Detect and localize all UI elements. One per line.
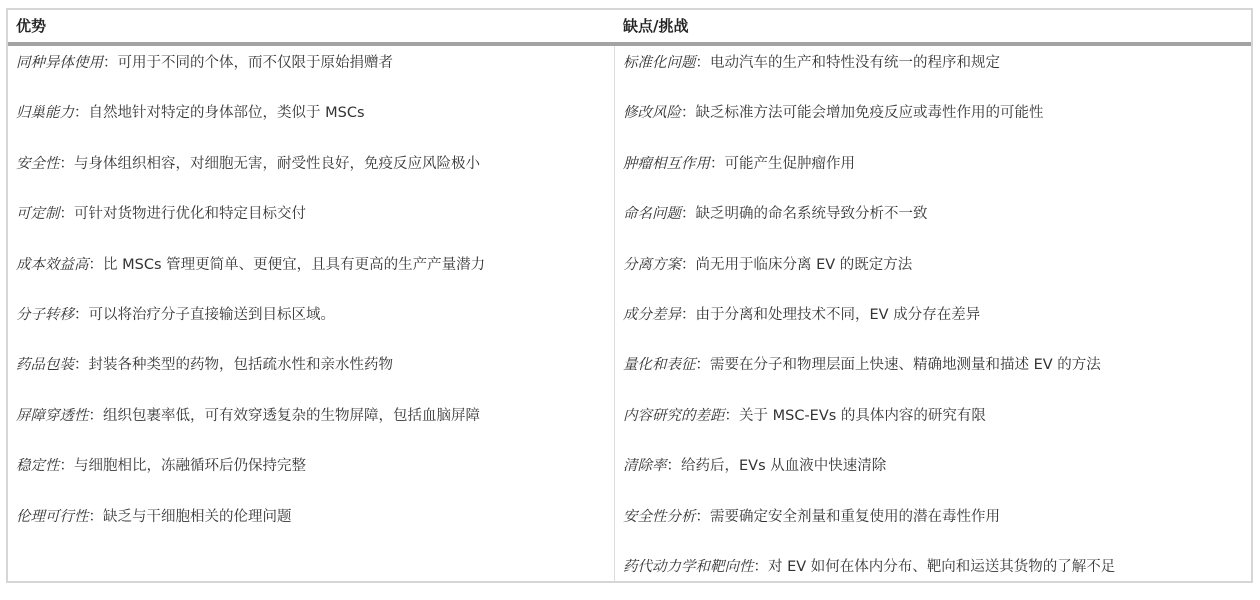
advantage-description: ：可以将治疗分子直接输送到目标区域。 xyxy=(74,306,335,323)
challenge-item xyxy=(615,449,1253,499)
challenge-description: ：缺乏标准方法可能会增加免疫反应或毒性作用的可能性 xyxy=(681,105,1044,122)
challenge-item xyxy=(615,197,1253,247)
advantage-description: ：与身体组织相容，对细胞无害，耐受性良好，免疫反应风险极小 xyxy=(59,155,480,172)
table-header xyxy=(8,10,1251,46)
challenge-term: 安全性分析 xyxy=(623,508,696,525)
challenge-term: 肿瘤相互作用 xyxy=(623,155,710,172)
challenge-term: 量化和表征 xyxy=(623,357,696,374)
advantage-description: ：组织包裹率低，可有效穿透复杂的生物屏障，包括血脑屏障 xyxy=(88,407,480,424)
challenges-column xyxy=(615,46,1253,600)
advantage-description: ：封装各种类型的药物，包括疏水性和亲水性药物 xyxy=(74,357,393,374)
advantage-term: 屏障穿透性 xyxy=(16,407,89,424)
advantage-item xyxy=(8,147,614,197)
advantage-item xyxy=(8,449,614,499)
advantages-column xyxy=(8,46,614,550)
challenge-term: 命名问题 xyxy=(623,206,681,223)
challenge-item xyxy=(615,96,1253,146)
advantage-term: 分子转移 xyxy=(16,306,74,323)
advantage-description: ：可针对货物进行优化和特定目标交付 xyxy=(59,206,306,223)
advantage-description: ：可用于不同的个体，而不仅限于原始捐赠者 xyxy=(103,55,393,71)
advantage-term: 安全性 xyxy=(16,155,60,172)
challenge-term: 内容研究的差距 xyxy=(623,407,725,424)
advantage-item xyxy=(8,248,614,298)
challenge-description: ：尚无用于临床分离 EV 的既定方法 xyxy=(681,256,913,273)
advantage-term: 可定制 xyxy=(16,206,60,223)
challenge-term: 分离方案 xyxy=(623,256,681,273)
advantage-item xyxy=(8,348,614,398)
advantage-term: 稳定性 xyxy=(16,458,60,475)
advantage-term: 归巢能力 xyxy=(16,105,74,122)
challenge-description: ：可能产生促肿瘤作用 xyxy=(710,155,855,172)
header-advantages: 优势 xyxy=(16,17,47,35)
advantage-term: 伦理可行性 xyxy=(16,508,89,525)
challenge-description: ：对 EV 如何在体内分布、靶向和运送其货物的了解不足 xyxy=(753,558,1116,575)
challenge-description: ：电动汽车的生产和特性没有统一的程序和规定 xyxy=(695,55,1000,71)
advantage-description: ：比 MSCs 管理更简单、更便宜，且具有更高的生产产量潜力 xyxy=(88,256,486,273)
comparison-table xyxy=(6,8,1253,583)
challenge-description: ：由于分离和处理技术不同，EV 成分存在差异 xyxy=(681,306,981,323)
challenge-item xyxy=(615,399,1253,449)
challenge-term: 成分差异 xyxy=(623,306,681,323)
challenge-term: 标准化问题 xyxy=(623,55,696,71)
header-challenges: 缺点/挑战 xyxy=(623,17,689,35)
challenge-item xyxy=(615,298,1253,348)
challenge-item xyxy=(615,46,1253,96)
challenge-description: ：缺乏明确的命名系统导致分析不一致 xyxy=(681,206,928,223)
advantage-item xyxy=(8,96,614,146)
challenge-item xyxy=(615,500,1253,550)
advantage-item xyxy=(8,197,614,247)
advantage-description: ：自然地针对特定的身体部位，类似于 MSCs xyxy=(74,105,365,122)
challenge-item xyxy=(615,550,1253,600)
challenge-term: 清除率 xyxy=(623,458,667,475)
advantage-term: 同种异体使用 xyxy=(16,55,103,71)
challenge-item xyxy=(615,248,1253,298)
advantage-description: ：与细胞相比，冻融循环后仍保持完整 xyxy=(59,458,306,475)
advantage-item xyxy=(8,298,614,348)
challenge-term: 修改风险 xyxy=(623,105,681,122)
challenge-description: ：给药后，EVs 从血液中快速清除 xyxy=(666,458,887,475)
advantage-item xyxy=(8,500,614,550)
challenge-description: ：关于 MSC-EVs 的具体内容的研究有限 xyxy=(724,407,986,424)
challenge-description: ：需要在分子和物理层面上快速、精确地测量和描述 EV 的方法 xyxy=(695,357,1101,374)
advantage-description: ：缺乏与干细胞相关的伦理问题 xyxy=(88,508,292,525)
challenge-description: ：需要确定安全剂量和重复使用的潜在毒性作用 xyxy=(695,508,1000,525)
challenge-term: 药代动力学和靶向性 xyxy=(623,558,754,575)
challenge-item xyxy=(615,147,1253,197)
advantage-item xyxy=(8,46,614,96)
advantage-item xyxy=(8,399,614,449)
advantage-term: 成本效益高 xyxy=(16,256,89,273)
challenge-item xyxy=(615,348,1253,398)
advantage-term: 药品包装 xyxy=(16,357,74,374)
